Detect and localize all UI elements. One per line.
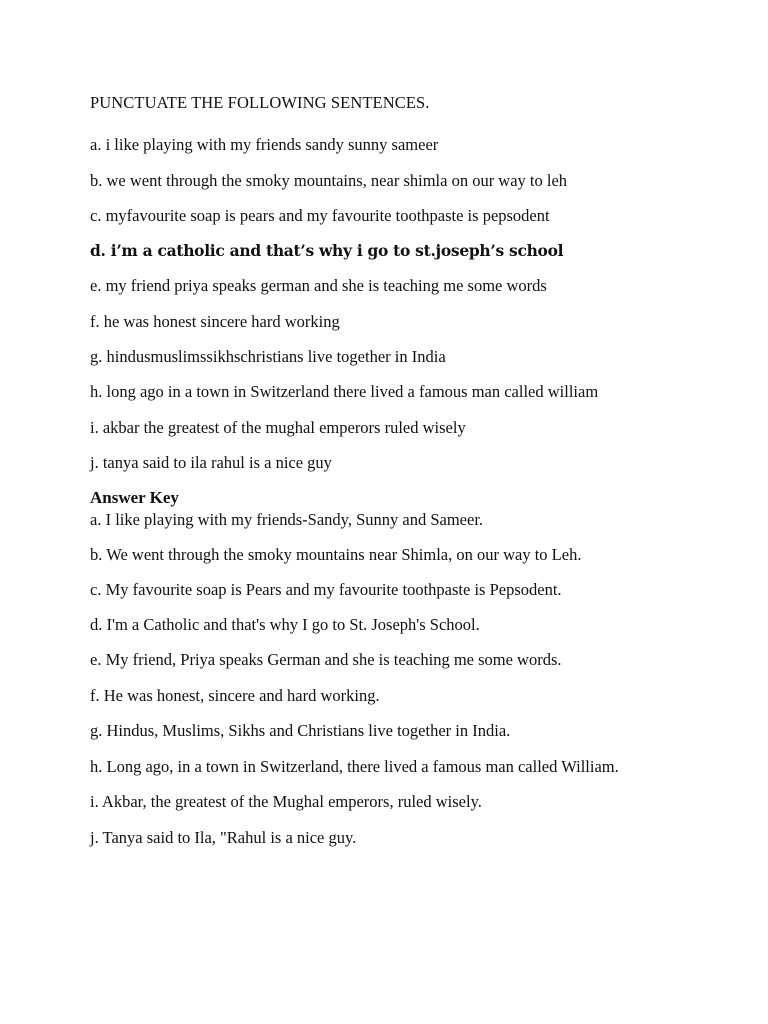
question-i: i. akbar the greatest of the mughal emperors ruled wisely (90, 418, 466, 437)
answer-c: c. My favourite soap is Pears and my favourite toothpaste is Pepsodent. (90, 580, 562, 599)
answer-a: a. I like playing with my friends-Sandy, Sunny and Sameer. (90, 510, 484, 529)
question-a: a. i like playing with my friends sandy sunny sameer (90, 135, 439, 154)
question-j: j. tanya said to ila rahul is a nice guy (90, 453, 332, 472)
question-b: b. we went through the smoky mountains, near shimla on our way to leh (90, 171, 568, 190)
question-f: f. he was honest sincere hard working (90, 312, 340, 331)
answer-i: i. Akbar, the greatest of the Mughal emperors, ruled wisely. (90, 792, 482, 811)
answer-j: j. Tanya said to Ila, "Rahul is a nice guy. (90, 828, 357, 847)
answer-key-title: Answer Key (90, 488, 179, 507)
question-c: c. myfavourite soap is pears and my favourite toothpaste is pepsodent (90, 206, 550, 225)
question-d: d. i’m a catholic and that’s why i go to st.joseph’s school (90, 241, 564, 260)
question-g: g. hindusmuslimssikhschristians live together in India (90, 347, 446, 366)
answer-b: b. We went through the smoky mountains near Shimla, on our way to Leh. (90, 545, 582, 564)
page-title: PUNCTUATE THE FOLLOWING SENTENCES. (90, 93, 430, 112)
answer-h: h. Long ago, in a town in Switzerland, there lived a famous man called William. (90, 757, 619, 776)
question-e: e. my friend priya speaks german and she is teaching me some words (90, 276, 547, 295)
answer-e: e. My friend, Priya speaks German and she is teaching me some words. (90, 650, 562, 669)
answer-g: g. Hindus, Muslims, Sikhs and Christians live together in India. (90, 721, 511, 740)
answer-d: d. I'm a Catholic and that's why I go to St. Joseph's School. (90, 615, 480, 634)
question-h: h. long ago in a town in Switzerland there lived a famous man called william (90, 382, 599, 401)
answer-f: f. He was honest, sincere and hard working. (90, 686, 380, 705)
